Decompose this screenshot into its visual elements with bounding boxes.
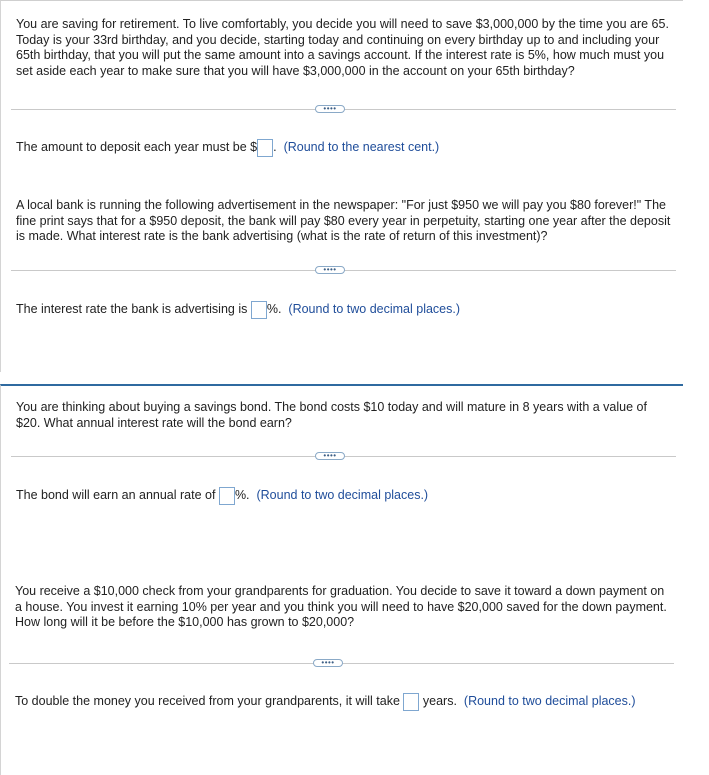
answer-suffix: %. [234,488,250,502]
more-options-button[interactable]: •••• [315,105,345,113]
question-panel-1 [0,0,683,182]
question-text: You are thinking about buying a savings bond. The bond costs $10 today and will mature in 8 years with a value of $20. What annual interest rate will the bond earn? [16,400,647,430]
question-panel-2 [0,182,683,372]
answer-row [16,299,460,319]
answer-input[interactable] [219,487,235,505]
answer-prefix: The amount to deposit each year must be $ [16,140,258,154]
answer-row [15,691,636,711]
rounding-hint: (Round to two decimal places.) [463,694,636,708]
answer-suffix: years. [422,694,457,708]
answer-prefix: To double the money you received from your grandparents, it will take [15,694,400,708]
more-options-button[interactable]: •••• [315,266,345,274]
answer-prefix: The bond will earn an annual rate of [16,488,216,502]
rounding-hint: (Round to the nearest cent.) [283,140,440,154]
question-text: You receive a $10,000 check from your grandparents for graduation. You decide to save it toward a down payment on a house. You invest it earning 10% per year and you think you will need to have $20,000 saved for the down payment. How long will it be before the $10,000 has grown to $20,000? [15,584,667,629]
question-text: A local bank is running the following advertisement in the newspaper: "For just $950 we will pay you $80 forever!" The fine print says that for a $950 deposit, the bank will pay $80 every year in perpetuity, starting one year after the deposit is made. What interest rate is the bank advertising (what is the rate of return of this investment)? [16,198,671,243]
more-options-button[interactable]: •••• [313,659,343,667]
rounding-hint: (Round to two decimal places.) [256,488,429,502]
rounding-hint: (Round to two decimal places.) [288,302,461,316]
answer-row [16,137,439,157]
more-options-button[interactable]: •••• [315,452,345,460]
question-panel-4 [0,562,683,775]
answer-suffix: . [273,140,277,154]
answer-input[interactable] [251,301,267,319]
question-text: You are saving for retirement. To live comfortably, you decide you will need to save $3,000,000 by the time you are 65. Today is your 33rd birthday, and you decide, starting today and continuing on every birthday up to and including your 65th birthday, that you will put the same amount into a savings account. If the interest rate is 5%, how much must you set aside each year to make sure that you will have $3,000,000 in the account on your 65th birthday? [16,17,669,78]
answer-input[interactable] [403,693,419,711]
answer-row [16,485,428,505]
answer-input[interactable] [257,139,273,157]
answer-prefix: The interest rate the bank is advertising is [16,302,248,316]
answer-suffix: %. [266,302,282,316]
question-panel-3 [0,384,683,562]
